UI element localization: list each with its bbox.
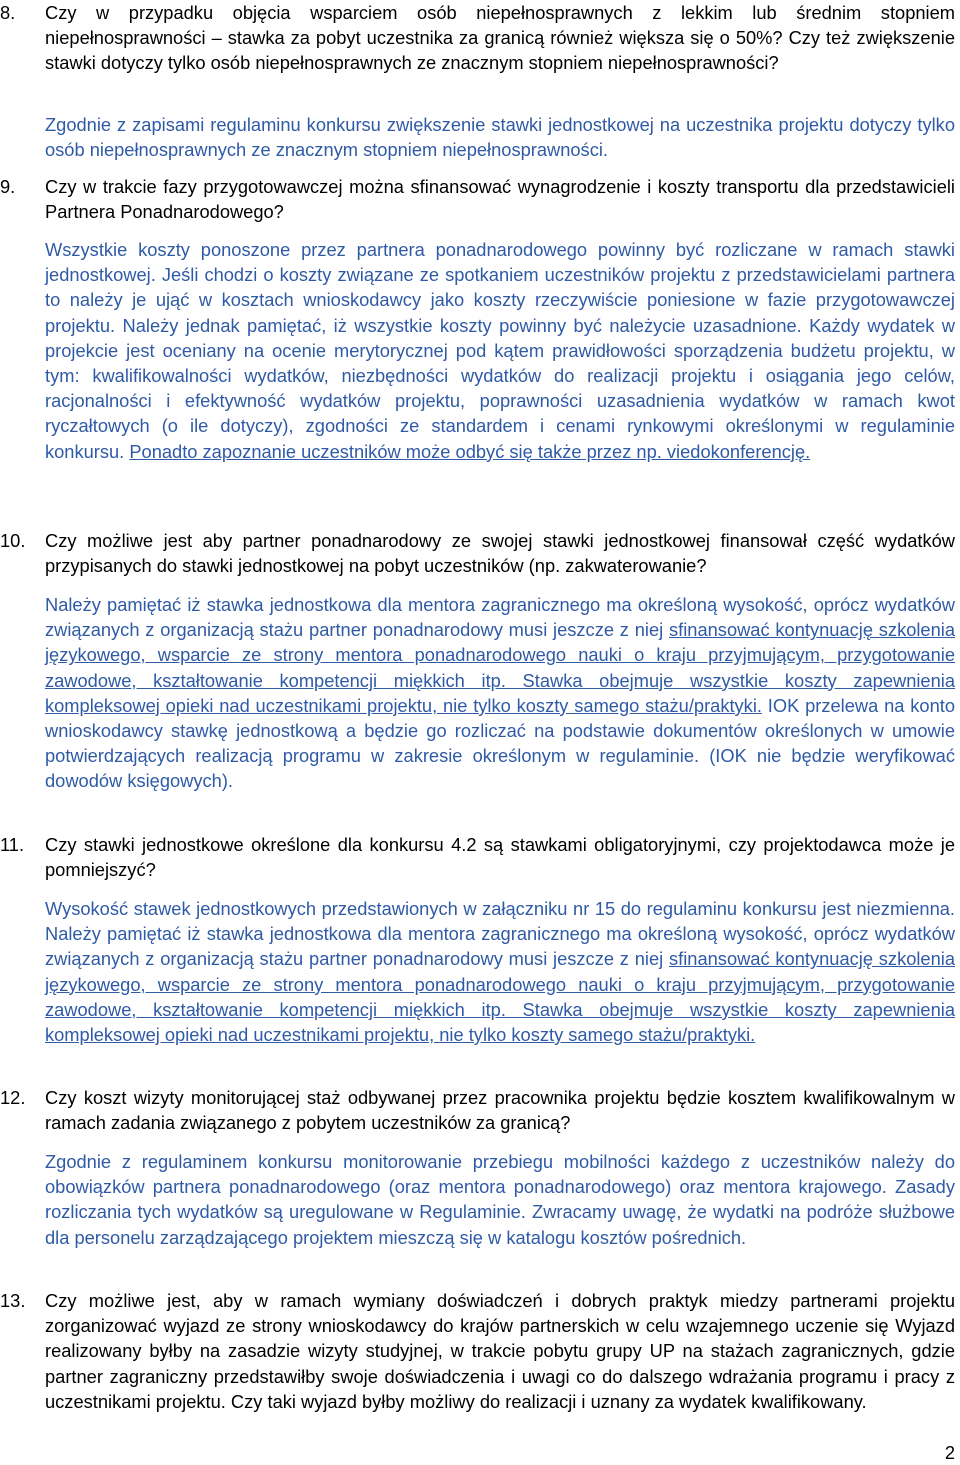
question-11 <box>0 832 955 882</box>
question-10 <box>0 528 955 578</box>
question-12 <box>0 1085 955 1135</box>
question-number: 11. <box>0 834 25 855</box>
question-text: Czy w przypadku objęcia wsparciem osób niepełnosprawnych z lekkim lub średnim stopniem niepełnosprawności – stawka za pobyt uczestnika za granicą również większa się o 50%? Czy też zwiększenie stawki dotyczy tylko osób niepełnosprawnych ze znacznym stopniem niepełnosprawności? <box>45 2 955 74</box>
question-9 <box>0 174 955 224</box>
answer-12 <box>45 1149 955 1250</box>
question-number: 9. <box>0 176 16 197</box>
question-text: Czy w trakcie fazy przygotowawczej można sfinansować wynagrodzenie i koszty transportu dla przedstawicieli Partnera Ponadnarodowego? <box>45 176 955 223</box>
answer-text: Należy pamiętać iż stawka jednostkowa dla mentora zagranicznego ma określoną wysokość, oprócz wydatków związanych z organizacją stażu partner ponadnarodowy musi jeszcze z niej <box>45 594 955 641</box>
answer-text-underlined: Ponadto zapoznanie uczestników może odbyć się także przez np. viedokonferencję. <box>129 440 811 462</box>
answer-9 <box>45 237 955 464</box>
answer-text: Wysokość stawek jednostkowych przedstawionych w załączniku nr 15 do regulaminu konkursu jest niezmienna. Należy pamiętać iż stawka jednostkowa dla mentora zagranicznego ma określoną wysokość, oprócz wydatków związanych z organizacją stażu partner ponadnarodowy musi jeszcze z niej <box>45 898 955 970</box>
question-number: 10. <box>0 530 26 551</box>
answer-text-underlined: sfinansować kontynuację szkolenia językowego, wsparcie ze strony mentora ponadnarodowego nauki o kraju przyjmującym, przygotowanie zawodowe, kształtowanie kompetencji miękkich itp. Stawka obejmuje wszystkie koszty zapewnienia kompleksowej opieki nad uczestnikami projektu, nie tylko koszty samego stażu/praktyki. <box>45 619 955 716</box>
question-number: 12. <box>0 1087 26 1108</box>
question-number: 8. <box>0 2 16 23</box>
answer-11 <box>45 896 955 1047</box>
answer-text: IOK przelewa na konto wnioskodawcy stawkę jednostkową a będzie go rozliczać na podstawie dokumentów określonych w umowie potwierdzających realizacją programu w zakresie określonym w regulaminie. (IOK nie będzie weryfikować dowodów księgowych). <box>45 694 955 792</box>
question-text: Czy stawki jednostkowe określone dla konkursu 4.2 są stawkami obligatoryjnymi, czy projektodawca może je pomniejszyć? <box>45 834 955 881</box>
question-8 <box>0 0 955 76</box>
answer-text: Zgodnie z regulaminem konkursu monitorowanie przebiegu mobilności każdego z uczestników należy do obowiązków partnera ponadnarodowego (oraz mentora ponadnarodowego) oraz mentora krajowego. Zasady rozliczania tych wydatków są uregulowane w Regulaminie. Zwracamy uwagę, że wydatki na podróże służbowe dla personelu zarządzającego projektem mieszczą się w katalogu kosztów pośrednich. <box>45 1151 955 1248</box>
answer-8 <box>45 112 955 162</box>
answer-text-underlined: sfinansować kontynuację szkolenia językowego, wsparcie ze strony mentora ponadnarodowego nauki o kraju przyjmującym, przygotowanie zawodowe, kształtowanie kompetencji miękkich itp. Stawka obejmuje wszystkie koszty zapewnienia kompleksowej opieki nad uczestnikami projektu, nie tylko koszty samego stażu/praktyki. <box>45 948 955 1046</box>
answer-10 <box>45 592 955 794</box>
question-text: Czy możliwe jest, aby w ramach wymiany doświadczeń i dobrych praktyk miedzy partnerami projektu zorganizować wyjazd ze strony wnioskodawcy do krajów partnerskich w celu wzajemnego uczenie się Wyjazd realizowany byłby na zasadzie wizyty studyjnej, w trakcie pobytu grupy UP na stażach zagranicznych, gdzie partner zagraniczny przedstawiłby swoje doświadczenia i uwagi co do dalszego wdrażania programu i pracy z uczestnikami projektu. Czy taki wyjazd byłby możliwy do realizacji i uznany za wydatek kwalifikowany. <box>45 1290 955 1412</box>
answer-text: Wszystkie koszty ponoszone przez partnera ponadnarodowego powinny być rozliczane w ramach stawki jednostkowej. Jeśli chodzi o koszty związane ze spotkaniem uczestników projektu z przedstawicielami partnera to należy je ująć w kosztach wnioskodawcy jako koszty rzeczywiście poniesione w fazie przygotowawczej projektu. Należy jednak pamiętać, iż wszystkie koszty powinny być należycie uzasadnione. Każdy wydatek w projekcie jest oceniany na ocenie merytorycznej pod kątem prawidłowości sporządzenia budżetu projektu, w tym: kwalifikowalności wydatków, niezbędności wydatków do realizacji projektu i osiągania jego celów, racjonalności i efektywność wydatków projektu, poprawności uzasadnienia wydatków w ramach kwot ryczałtowych (o ile dotyczy), zgodności ze standardem i cenami rynkowymi określonymi w regulaminie konkursu. <box>45 239 955 462</box>
question-text: Czy koszt wizyty monitorującej staż odbywanej przez pracownika projektu będzie kosztem kwalifikowalnym w ramach zadania związanego z pobytem uczestników za granicą? <box>45 1087 955 1134</box>
question-13 <box>0 1288 955 1414</box>
question-number: 13. <box>0 1290 26 1311</box>
answer-text: Zgodnie z zapisami regulaminu konkursu zwiększenie stawki jednostkowej na uczestnika projektu dotyczy tylko osób niepełnosprawnych ze znacznym stopniem niepełnosprawności. <box>45 114 955 161</box>
page-number: 2 <box>944 1442 955 1463</box>
question-text: Czy możliwe jest aby partner ponadnarodowy ze swojej stawki jednostkowej finansował część wydatków przypisanych do stawki jednostkowej na pobyt uczestników (np. zakwaterowanie? <box>45 530 955 577</box>
